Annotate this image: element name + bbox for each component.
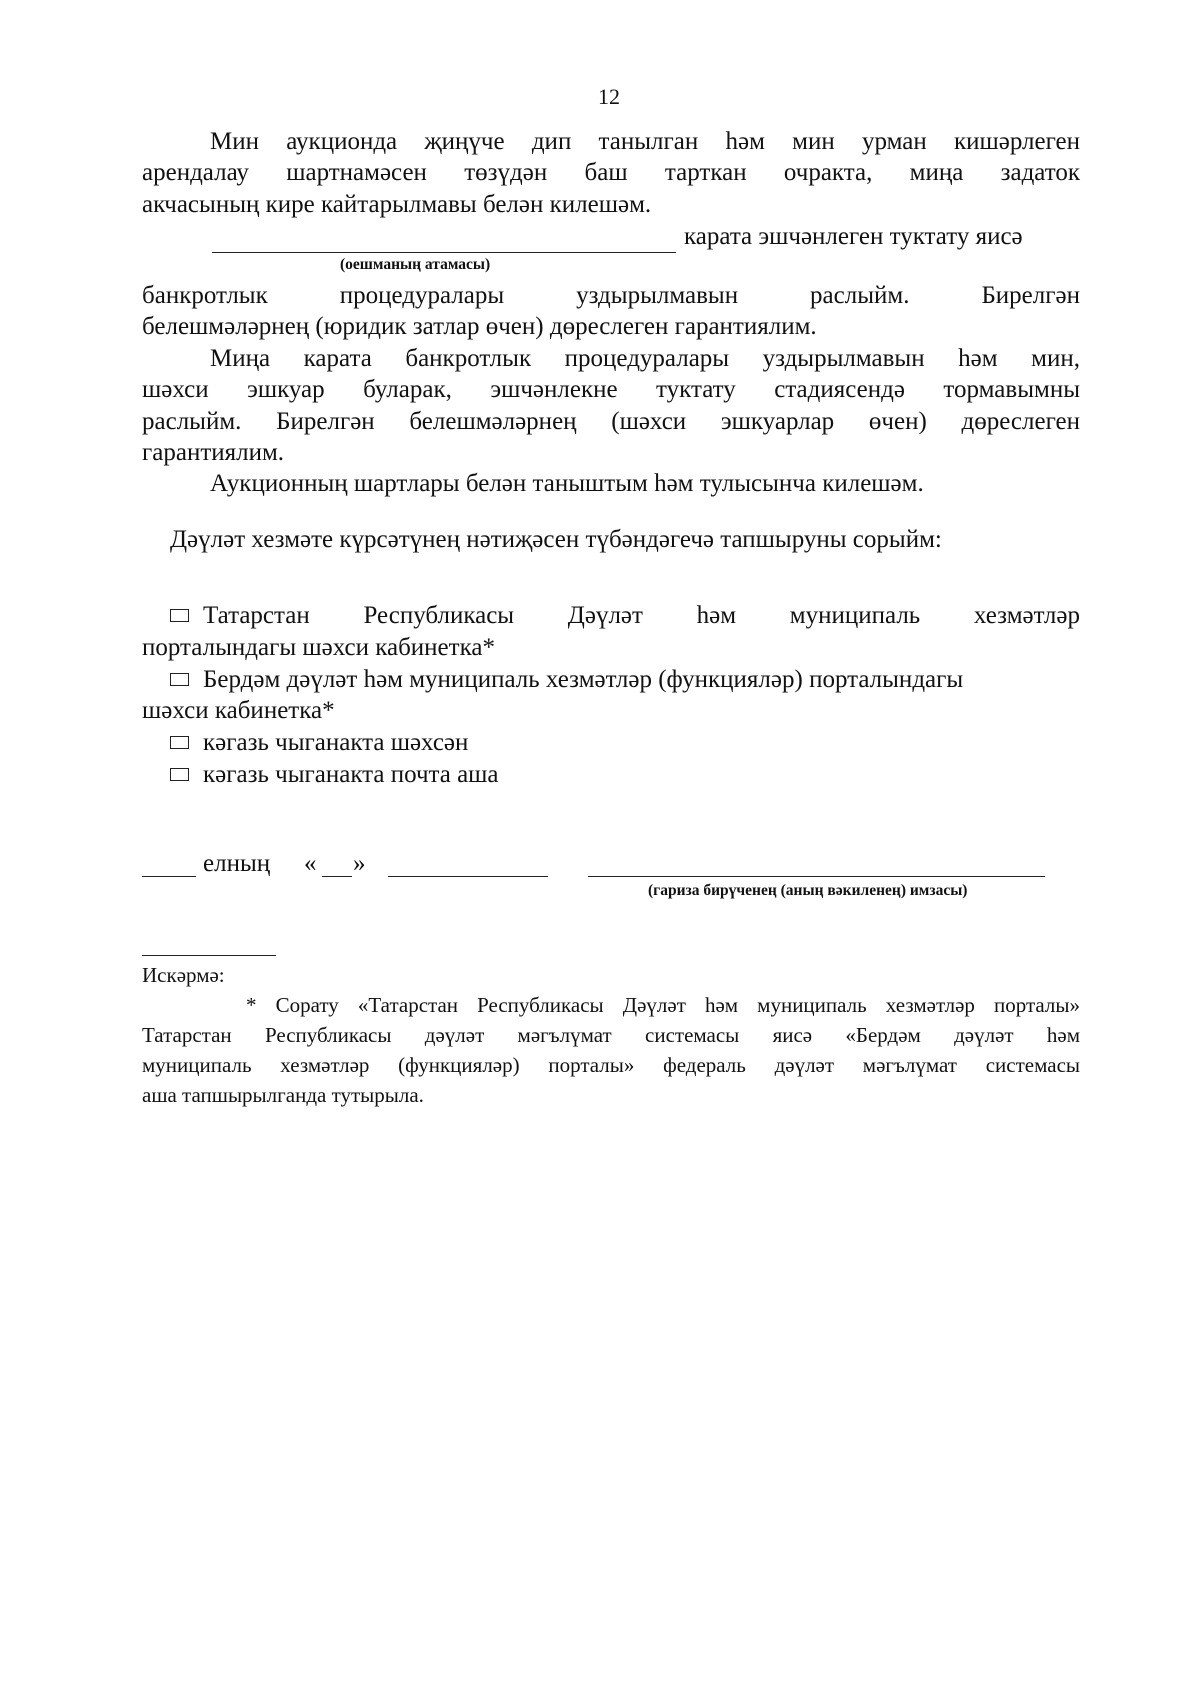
paragraph-entrepreneur-line-3: раслыйм. Бирелгән белешмәләрнең (шәхси эшкуарлар өчен) дөреслеген xyxy=(142,408,1080,435)
paragraph-bankruptcy-line-2: белешмәләрнең (юридик затлар өчен) дөреслеген гарантиялим. xyxy=(142,313,817,340)
checkbox-icon[interactable] xyxy=(170,736,189,749)
organization-line-text: карата эшчәнлеген туктату яисә xyxy=(684,223,1023,250)
page-number: 12 xyxy=(598,84,620,109)
paragraph-deposit-line-1: Мин аукционда җиңүче дип танылган һәм мин урман кишәрлеген xyxy=(210,128,1080,155)
paragraph-deposit-line-3: акчасының кире кайтарылмавы белән килешәм. xyxy=(142,191,652,218)
note-line-2: Татарстан Республикасы дәүләт мәгълүмат системасы яисә «Бердәм дәүләт һәм xyxy=(142,1023,1080,1047)
month-field[interactable] xyxy=(388,876,548,877)
paragraph-auction-terms: Аукционның шартлары белән таныштым һәм тулысынча килешәм. xyxy=(210,470,924,497)
option-paper-in-person[interactable] xyxy=(170,727,468,759)
signature-field[interactable] xyxy=(588,876,1045,877)
note-line-3: муниципаль хезмәтләр (функцияләр) порталы» федераль дәүләт мәгълүмат системасы xyxy=(142,1053,1080,1077)
paragraph-entrepreneur-line-1: Миңа карата банкротлык процедуралары уздырылмавын һәм мин, xyxy=(210,345,1080,372)
year-field[interactable] xyxy=(142,876,196,877)
option-paper-in-person-label: кәгазь чыганакта шәхсән xyxy=(203,729,469,756)
paragraph-entrepreneur-line-2: шәхси эшкуар буларак, эшчәнлекне туктату стадиясендә тормавымны xyxy=(142,376,1080,403)
option-tatarstan-portal[interactable] xyxy=(170,600,1080,632)
option-paper-by-mail-label: кәгазь чыганакта почта аша xyxy=(203,761,499,788)
option-tatarstan-portal-label-continued: порталындагы шәхси кабинетка* xyxy=(142,634,495,661)
paragraph-entrepreneur-line-4: гарантиялим. xyxy=(142,439,285,466)
signature-caption: (гариза бирүченең (аның вәкиленең) имзасы) xyxy=(648,882,968,899)
organization-name-field[interactable] xyxy=(212,252,676,253)
option-unified-portal-label-continued: шәхси кабинетка* xyxy=(142,697,335,724)
delivery-request-text: Дәүләт хезмәте күрсәтүнең нәтиҗәсен түбәндәгечә тапшыруны сорыйм: xyxy=(170,526,942,553)
checkbox-icon[interactable] xyxy=(170,768,189,781)
option-unified-portal[interactable] xyxy=(170,664,1080,696)
paragraph-deposit-line-2: арендалау шартнамәсен төзүдән баш тарткан очракта, миңа задаток xyxy=(142,159,1080,186)
day-field[interactable] xyxy=(322,876,352,877)
note-line-1: * Сорату «Татарстан Республикасы Дәүләт һәм муниципаль хезмәтләр порталы» xyxy=(246,993,1080,1017)
option-paper-by-mail[interactable] xyxy=(170,759,499,791)
quote-open: « xyxy=(304,850,317,877)
checkbox-icon[interactable] xyxy=(170,609,189,622)
organization-caption: (оешманың атамасы) xyxy=(340,256,491,273)
option-unified-portal-label: Бердәм дәүләт һәм муниципаль хезмәтләр (функцияләр) порталындагы xyxy=(203,666,964,693)
quote-close: » xyxy=(353,850,366,877)
option-tatarstan-portal-label: Татарстан Республикасы Дәүләт һәм муниципаль хезмәтләр xyxy=(203,602,1080,629)
paragraph-bankruptcy-line-1: банкротлык процедуралары уздырылмавын раслыйм. Бирелгән xyxy=(142,282,1080,309)
checkbox-icon[interactable] xyxy=(170,673,189,686)
note-line-4: аша тапшырылганда тутырыла. xyxy=(142,1083,424,1107)
year-word: елның xyxy=(203,850,271,877)
note-title: Искәрмә: xyxy=(142,963,225,987)
footnote-divider xyxy=(142,955,276,956)
